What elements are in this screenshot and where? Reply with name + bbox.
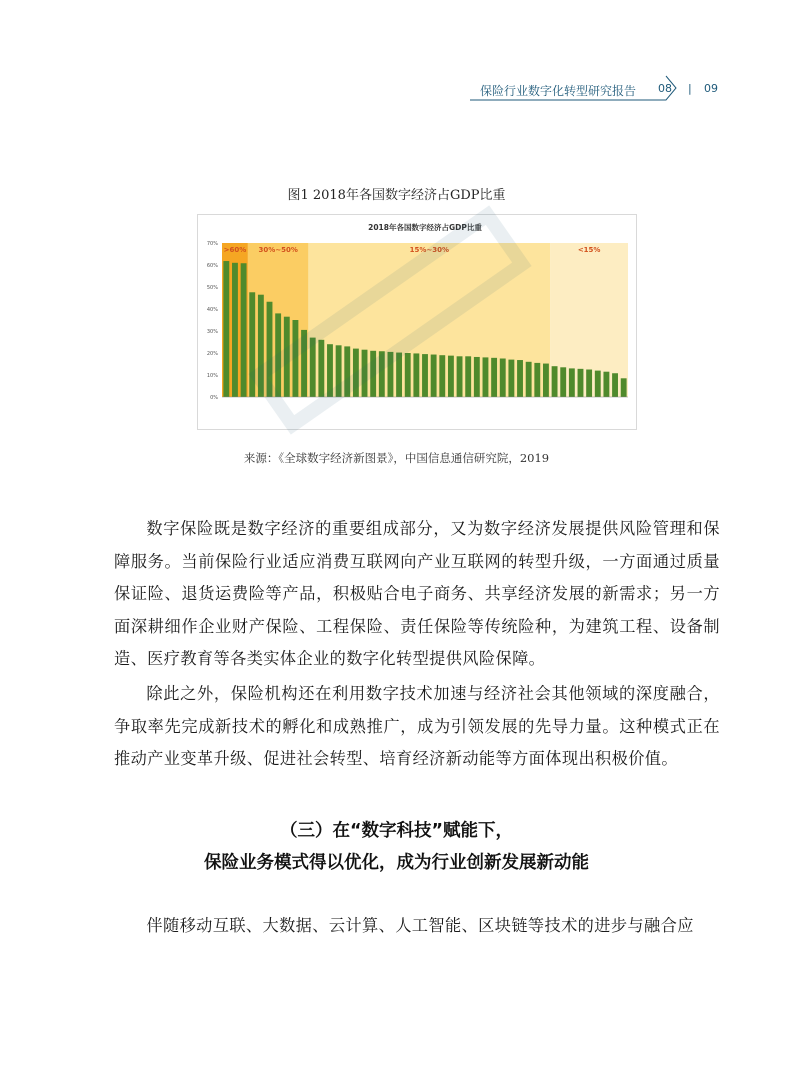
bar bbox=[379, 351, 385, 397]
bar bbox=[569, 368, 575, 397]
bar bbox=[560, 367, 566, 397]
bar bbox=[223, 261, 229, 397]
bar bbox=[301, 330, 307, 397]
bar bbox=[431, 355, 437, 397]
range-band-label: <15% bbox=[577, 246, 601, 254]
bar bbox=[526, 362, 532, 397]
chart-title: 2018年各国数字经济占GDP比重 bbox=[368, 223, 482, 232]
y-tick-label: 0% bbox=[210, 395, 218, 401]
body-paragraph: 数字保险既是数字经济的重要组成部分，又为数字经济发展提供风险管理和保障服务。当前保险行业适应消费互联网向产业互联网的转型升级，一方面通过质量保证险、退货运费险等产品，积极贴合电子商务、共享经济发展的新需求；另一方面深耕细作企业财产保险、工程保险、责任保险等传统险种，为建筑工程、设备制造、医疗教育等各类实体企业的数字化转型提供风险保障。 bbox=[114, 519, 720, 668]
bar bbox=[241, 263, 247, 397]
bar bbox=[457, 356, 463, 397]
bar bbox=[336, 345, 342, 397]
bar bbox=[413, 353, 419, 397]
y-tick-label: 40% bbox=[206, 307, 218, 313]
page-divider: | bbox=[688, 82, 692, 95]
body-paragraph: 伴随移动互联、大数据、云计算、人工智能、区块链等技术的进步与融合应 bbox=[146, 916, 694, 935]
y-tick-label: 60% bbox=[206, 263, 218, 269]
bar bbox=[292, 320, 298, 397]
bar bbox=[318, 340, 324, 397]
y-tick-label: 20% bbox=[206, 351, 218, 357]
bar bbox=[552, 366, 558, 397]
bar bbox=[258, 295, 264, 397]
bar bbox=[439, 355, 445, 397]
section-title-line2: 保险业务模式得以优化，成为行业创新发展新动能 bbox=[204, 853, 589, 873]
bar bbox=[612, 373, 618, 397]
page-number-right: 09 bbox=[704, 82, 718, 95]
chart-frame bbox=[197, 214, 637, 430]
bar bbox=[586, 370, 592, 398]
body-paragraph: 除此之外，保险机构还在利用数字技术加速与经济社会其他领域的深度融合，争取率先完成新技术的孵化和成熟推广，成为引领发展的先导力量。这种模式正在推动产业变革升级、促进社会转型、培育经济新动能等方面体现出积极价值。 bbox=[114, 684, 720, 768]
bar bbox=[595, 371, 601, 397]
range-band-label: 30%~50% bbox=[258, 246, 298, 254]
bar bbox=[483, 357, 489, 397]
bar bbox=[534, 363, 540, 397]
bar bbox=[517, 360, 523, 397]
y-tick-label: 50% bbox=[206, 285, 218, 291]
bar bbox=[327, 344, 333, 397]
report-title: 保险行业数字化转型研究报告 bbox=[480, 84, 637, 98]
range-band-label: 15%~30% bbox=[409, 246, 450, 254]
bar bbox=[621, 378, 627, 397]
bar bbox=[267, 302, 273, 397]
bar bbox=[310, 338, 316, 397]
bar bbox=[362, 350, 368, 397]
bar bbox=[396, 353, 402, 397]
bar bbox=[508, 360, 514, 397]
bar bbox=[578, 369, 584, 397]
bar bbox=[405, 353, 411, 397]
bar-chart bbox=[198, 215, 636, 429]
bar bbox=[353, 349, 359, 397]
bar bbox=[422, 354, 428, 397]
figure-caption: 图1 2018年各国数字经济占GDP比重 bbox=[287, 188, 506, 203]
bar bbox=[474, 357, 480, 397]
figure-source: 来源：《全球数字经济新图景》，中国信息通信研究院，2019 bbox=[243, 451, 550, 465]
y-tick-label: 10% bbox=[206, 373, 218, 379]
bar bbox=[491, 358, 497, 397]
bar bbox=[388, 352, 394, 397]
bar bbox=[344, 346, 350, 397]
section-title-line1: （三）在“数字科技”赋能下， bbox=[279, 821, 513, 841]
bar bbox=[603, 372, 609, 397]
bar bbox=[465, 356, 471, 397]
bar bbox=[284, 317, 290, 397]
bar bbox=[275, 313, 281, 397]
y-tick-label: 30% bbox=[206, 329, 218, 335]
bar bbox=[448, 356, 454, 397]
bar bbox=[543, 364, 549, 397]
bar bbox=[370, 351, 376, 397]
running-header bbox=[470, 74, 730, 104]
bar bbox=[249, 292, 255, 397]
range-band-label: >60% bbox=[223, 246, 247, 254]
bar bbox=[232, 263, 238, 397]
page-number-left: 08 bbox=[658, 82, 672, 95]
bar bbox=[500, 359, 506, 398]
y-tick-label: 70% bbox=[206, 241, 218, 247]
